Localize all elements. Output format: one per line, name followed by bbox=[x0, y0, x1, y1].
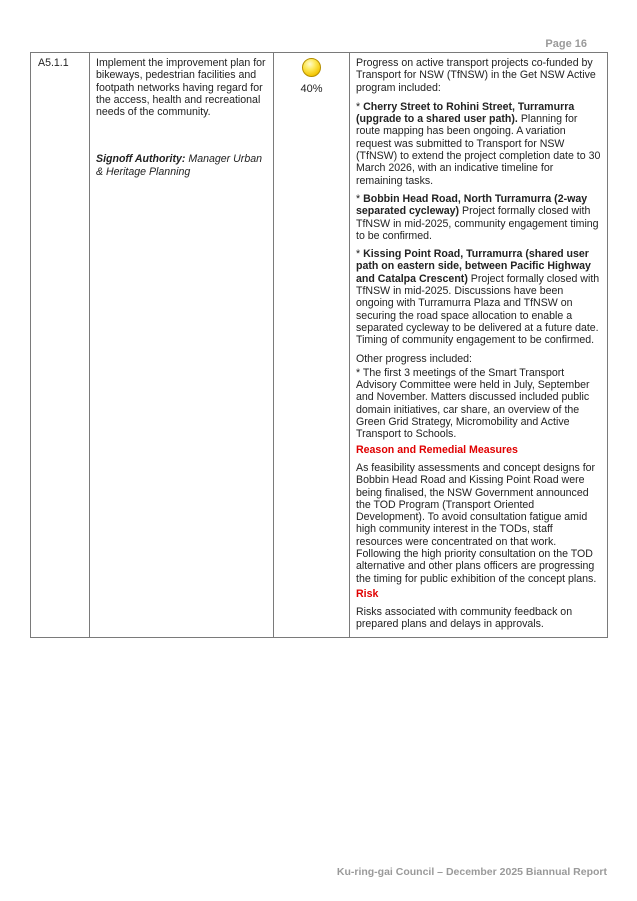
project-text: Project formally closed with TfNSW in mid-2025. Discussions have been ongoing with Turramurra Plaza and TfNSW on securing the road space allocation to enable a separated cycleway to be delivered at a future date. Timing of community engagement to be confirmed. bbox=[356, 272, 600, 347]
action-description-cell bbox=[90, 53, 274, 638]
risk-heading: Risk bbox=[356, 587, 379, 600]
reason-text: As feasibility assessments and concept designs for Bobbin Head Road and Kissing Point Road were being finalised, the NSW Government announced the TOD Program (Transport Oriented Development). To avoid consultation fatigue amid high community interest in the TODs, staff resources were concentrated on that work. Following the high priority consultation on the TOD alternative and other plans officers are progressing the timing for public exhibition of the concept plans. bbox=[356, 461, 597, 585]
project-bullet: * bbox=[356, 248, 364, 261]
project-title: Kissing Point Road, Turramurra (shared user path on eastern side, between Pacific Highway and Catalpa Crescent) bbox=[356, 248, 591, 285]
project-bullet: * bbox=[356, 100, 364, 113]
other-progress-heading: Other progress included: bbox=[356, 352, 473, 365]
project-text: Planning for route mapping has been ongoing. A variation request was submitted to Transport for NSW (TfNSW) to extend the project completion date to 30 March 2026, with an indicative timeline for remaining tasks. bbox=[356, 113, 601, 187]
other-progress-text: * The first 3 meetings of the Smart Transport Advisory Committee were held in July, September and November. Matters discussed included public domain initiatives, car share, an overview of the Green Grid Strategy, Micromobility and Active Transport to Schools. bbox=[356, 366, 590, 441]
action-code-cell bbox=[31, 53, 90, 638]
risk-text: Risks associated with community feedback on prepared plans and delays in approvals. bbox=[356, 606, 573, 631]
reason-heading: Reason and Remedial Measures bbox=[356, 443, 518, 456]
project-text: Project formally closed with TfNSW in mid-2025, community engagement timing to be confirmed. bbox=[356, 205, 599, 242]
project-title: Bobbin Head Road, North Turramurra (2-way separated cycleway) bbox=[356, 192, 588, 218]
page-number: Page 16 bbox=[545, 38, 587, 50]
table-row bbox=[31, 53, 608, 638]
action-description: Implement the improvement plan for bikeways, pedestrian facilities and footpath networks having regard for the access, health and recreational needs of the community. bbox=[96, 57, 266, 119]
signoff-label: Signoff Authority: bbox=[96, 153, 186, 166]
project-bullet: * bbox=[356, 192, 364, 205]
signoff-value: Manager Urban & Heritage Planning bbox=[96, 153, 263, 178]
status-indicator-icon bbox=[302, 58, 321, 77]
action-code: A5.1.1 bbox=[38, 57, 69, 69]
project-title: Cherry Street to Rohini Street, Turramurra (upgrade to a shared user path). bbox=[356, 100, 575, 126]
comments-cell bbox=[350, 53, 608, 638]
signoff-authority bbox=[96, 153, 267, 178]
project-item bbox=[356, 193, 601, 242]
project-item bbox=[356, 101, 601, 187]
project-item bbox=[356, 248, 601, 346]
action-table bbox=[30, 52, 608, 638]
comments-intro: Progress on active transport projects co-funded by Transport for NSW (TfNSW) in the Get NSW Active program included: bbox=[356, 57, 596, 94]
footer-report-title: Ku-ring-gai Council – December 2025 Biannual Report bbox=[336, 866, 607, 878]
status-cell bbox=[274, 53, 350, 638]
progress-percent: 40% bbox=[300, 83, 323, 95]
